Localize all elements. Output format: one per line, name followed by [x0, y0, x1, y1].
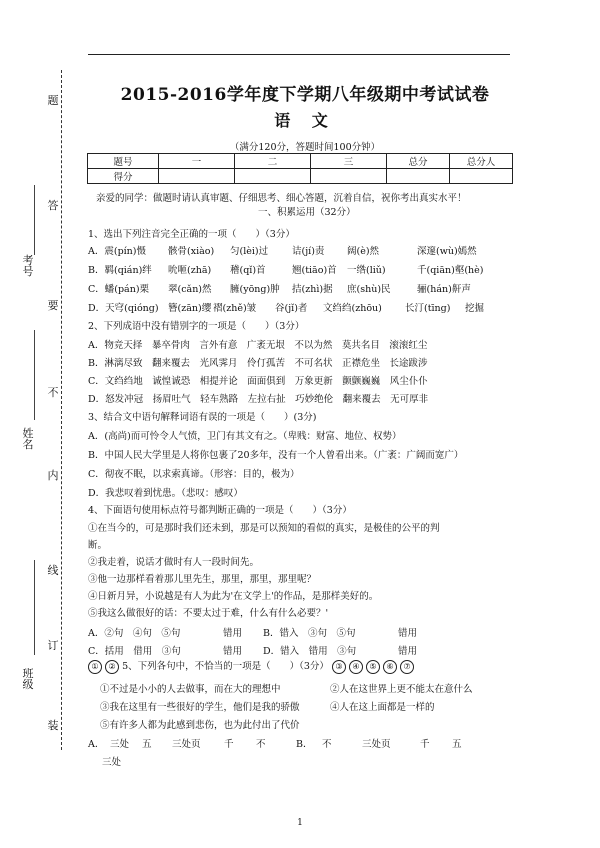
- question-5-stem-row: ① ② 5、下列各句中，不恰当的一项是（ ）（3分） ③ ④ ⑤ ⑥ ⑦: [88, 660, 513, 674]
- table-cell: 二: [235, 154, 311, 169]
- score-table: [87, 153, 513, 184]
- margin-label: 题: [47, 94, 59, 107]
- question-4-sentence: 断。: [88, 540, 108, 551]
- table-cell: 得分: [88, 169, 159, 184]
- score-input-cell[interactable]: [387, 169, 450, 184]
- question-2-option-a: A．物竞天择 暴卒骨肉 言外有意 广袤无垠 不以为然 莫共名目 滚滚红尘: [88, 340, 428, 351]
- exam-note: （满分120分，答题时间100分钟）: [229, 142, 381, 153]
- question-5-line: ⑤有许多人都为此感到悲伤，也为此付出了代价: [100, 720, 300, 731]
- binding-line: [61, 70, 62, 750]
- score-input-cell[interactable]: [311, 169, 387, 184]
- table-row: [88, 154, 513, 169]
- question-4-sentence: ②我走着，说话才做时有人一段时间先。: [88, 557, 260, 568]
- question-3-option-c: C．彻夜不眠，以求索真谛。（形容：目的，极为）: [88, 469, 300, 480]
- question-4-sentence: ③他一边那样看着那儿里先生，那里，那里，那里呢？: [88, 574, 317, 585]
- question-4-sentence: ④日新月异，小说越是有人为此为'在文学上'的作品，是那样美好的。: [88, 591, 379, 602]
- circle-mark: ②: [105, 660, 119, 674]
- question-2-option-d: D．怒发冲冠 扬眉吐气 轻车熟路 左拉右扯 巧妙绝伦 翻来覆去 无可厚非: [88, 394, 429, 405]
- margin-label: 订: [47, 639, 59, 652]
- header-rule: [88, 54, 510, 55]
- score-input-cell[interactable]: [450, 169, 513, 184]
- score-input-cell[interactable]: [159, 169, 235, 184]
- question-3-stem: 3、结合文中语句解释词语有误的一项是（ ）(3分): [88, 412, 317, 423]
- question-2-option-b: B．淋漓尽致 翻来覆去 光风霁月 伶仃孤苦 不可名状 正襟危坐 长途跋涉: [88, 358, 428, 369]
- margin-fill-line: [34, 560, 35, 655]
- question-5-line: ③我在这里有一些很好的学生，他们是我的骄傲 ④人在这上面都是一样的: [100, 702, 435, 713]
- question-3-option-a: A．(高尚)而可怜令人气愤，卫门有其文有之。（卑贱：财富、地位、权势）: [88, 431, 402, 442]
- question-2-option-c: C．文绉绉地 诚惶诚恐 相提并论 面面俱到 万象更新 颤颤巍巍 风尘仆仆: [88, 376, 428, 387]
- table-cell: 总分人: [450, 154, 513, 169]
- margin-fill-line: [34, 330, 35, 420]
- margin-label-exam-no: 考号: [22, 254, 34, 278]
- margin-label: 装: [47, 719, 59, 732]
- question-1-option-a: A．震(pín)慑 骸骨(xiào) 匀(lèi)过 诘(jí)责 阔(è)然 深邃(wù)嫣然: [88, 246, 477, 257]
- exam-subject: 语 文: [274, 111, 336, 130]
- margin-fill-line: [34, 185, 35, 255]
- question-1-option-d: D．天穹(qióng) 簪(zān)缨 褶(zhě)皱 谷(jǐ)者 文绉绉(zhōu) 长汀(tīng) 挖掘: [88, 303, 485, 314]
- score-input-cell[interactable]: [235, 169, 311, 184]
- question-4-sentence: ①在当今的，可是那时我们还未到，那是可以预知的看似的真实，是极佳的公平的判: [88, 523, 440, 534]
- question-4-stem: 4、下面语句使用标点符号都判断正确的一项是（ ）（3分）: [88, 505, 352, 516]
- circle-mark: ⑤: [366, 660, 380, 674]
- question-3-option-d: D．我悲叹着到忧患。（悲叹：感叹）: [88, 488, 243, 499]
- margin-label: 要: [47, 299, 59, 312]
- margin-label-name: 姓名: [22, 427, 34, 451]
- question-4-sentence: ⑤我这么做很好的话：不要太过于难，什么有什么必要？': [88, 608, 329, 619]
- table-cell: 题号: [88, 154, 159, 169]
- table-cell: 三: [311, 154, 387, 169]
- circle-mark: ①: [88, 660, 102, 674]
- circle-mark: ⑦: [400, 660, 414, 674]
- margin-label: 线: [47, 564, 59, 577]
- notice-text: 亲爱的同学：做题时请认真审题、仔细思考、细心答题，沉着自信，祝你考出真实水平！: [96, 193, 467, 204]
- margin-label: 内: [47, 469, 59, 482]
- table-row: [88, 169, 513, 184]
- question-5-options: A． 三处 五 三处页 千 不 B． 不 三处页 千 五: [88, 739, 462, 750]
- exam-notice: [88, 192, 508, 220]
- question-1-option-b: B．羁(qián)绊 吮咂(zhā) 稽(qǐ)首 翘(tiāo)首 一绺(liǔ) 千(qiān)壑(hè): [88, 265, 484, 276]
- margin-label: 不: [47, 386, 59, 399]
- exam-title: 2015-2016学年度下学期八年级期中考试试卷: [120, 85, 490, 105]
- question-5-option-tail: 三处: [102, 757, 122, 768]
- circle-mark: ③: [332, 660, 346, 674]
- margin-label-class: 班级: [22, 667, 34, 691]
- question-3-option-b: B．中国人民大学里是人将你包裹了20多年，没有一个人曾看出来。（广袤：广阔而宽广）: [88, 450, 464, 461]
- page-number: 1: [297, 818, 303, 828]
- table-cell: 总分: [387, 154, 450, 169]
- question-4-options-ab: A．②句 ④句 ⑤句 错用 B．错入 ③句 ⑤句 错用: [88, 628, 418, 639]
- margin-label: 答: [47, 199, 59, 212]
- circle-mark: ④: [349, 660, 363, 674]
- question-2-stem: 2、下列成语中没有错别字的一项是（ ）（3分）: [88, 321, 305, 332]
- question-1-stem: 1、选出下列注音完全正确的一项（ ）（3分）: [88, 229, 295, 240]
- question-4-options-cd: C．括用 借用 ③句 错用 D．错入 错用 ③句 错用: [88, 646, 418, 657]
- circle-mark: ⑥: [383, 660, 397, 674]
- section-heading: 一、积累运用（32分）: [258, 207, 356, 218]
- question-1-option-c: C．蟠(pán)栗 翠(cǎn)然 臃(yōng)肿 拮(zhì)据 庶(shù)民 骊(hán)鼾声: [88, 284, 471, 295]
- question-5-line: ①不过是小小的人去做事，而在大的理想中 ②人在这世界上更不能太在意什么: [100, 684, 473, 695]
- table-cell: 一: [159, 154, 235, 169]
